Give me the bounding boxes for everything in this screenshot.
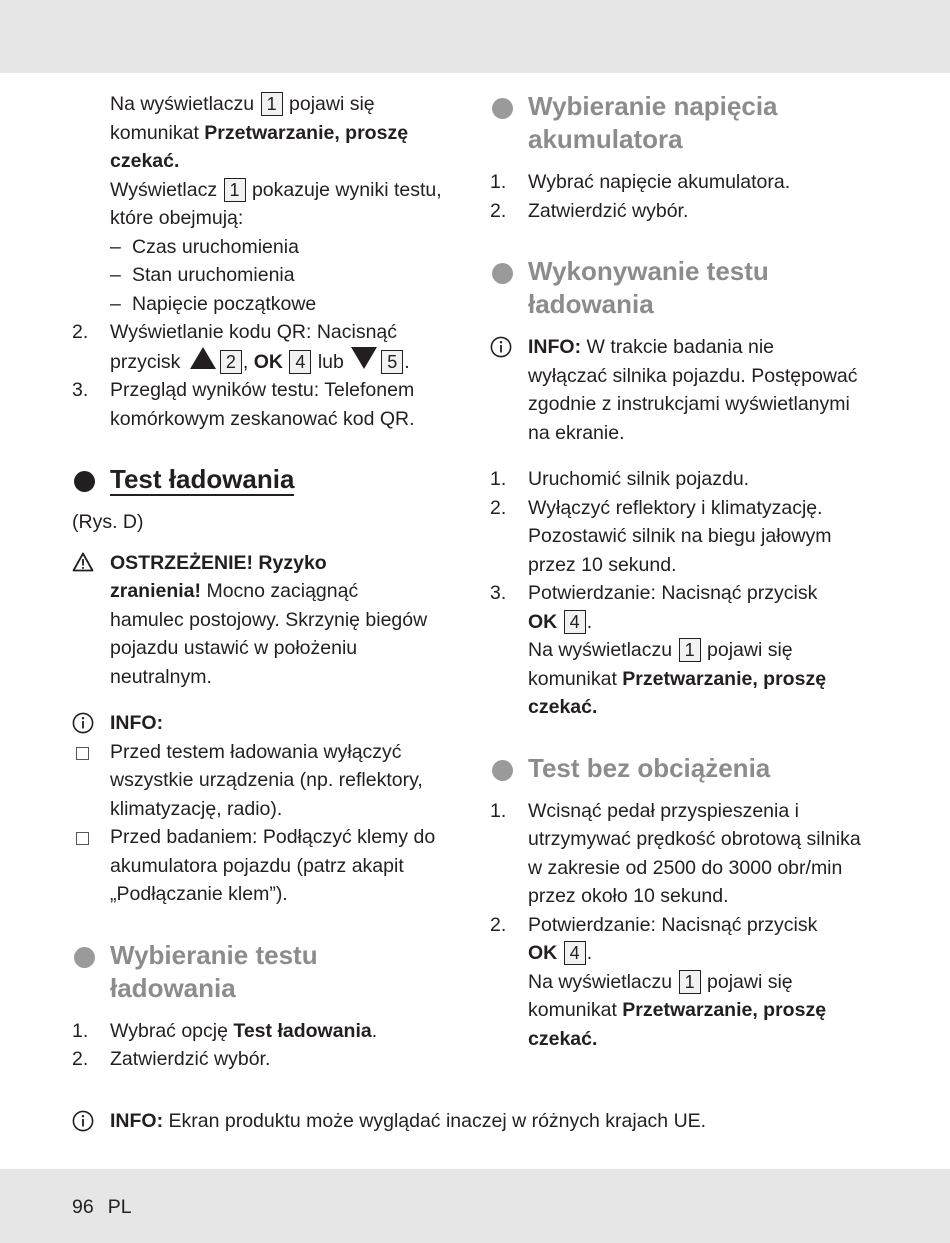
punctuation: . bbox=[586, 942, 593, 964]
info-text: zgodnie z instrukcjami wyświetlanymi bbox=[528, 393, 850, 415]
dash-item bbox=[72, 290, 464, 319]
step-item bbox=[490, 579, 890, 722]
step-text: pojawi się bbox=[707, 639, 793, 661]
warning-text: pojazdu ustawić w położeniu bbox=[110, 637, 358, 659]
display-ref-box: 1 bbox=[224, 178, 246, 202]
step-text: komunikat bbox=[528, 667, 617, 690]
checkbox-icon bbox=[76, 747, 89, 760]
step-number: 2. bbox=[72, 1048, 89, 1070]
page-footer bbox=[72, 1196, 132, 1219]
step-text: Przegląd wyników testu: Telefonem bbox=[110, 379, 415, 401]
step-text: Zatwierdzić wybór. bbox=[110, 1048, 271, 1070]
heading-text: Wybieranie napięcia bbox=[528, 91, 778, 121]
info-text: wyłączać silnika pojazdu. Postępować bbox=[528, 364, 858, 387]
checkbox-icon bbox=[76, 832, 89, 845]
step-number: 1. bbox=[490, 799, 507, 822]
step-item bbox=[490, 168, 890, 197]
step-text: Wybrać opcję bbox=[110, 1019, 228, 1042]
intro-text: komunikat bbox=[110, 121, 199, 144]
language-code: PL bbox=[107, 1196, 132, 1218]
step-number: 3. bbox=[72, 379, 89, 401]
info-icon bbox=[72, 712, 94, 740]
checklist-text: klimatyzację, radio). bbox=[110, 797, 283, 820]
info-icon bbox=[490, 336, 512, 364]
step-item bbox=[72, 318, 464, 376]
step-text: komunikat bbox=[528, 999, 617, 1021]
step-item bbox=[490, 494, 890, 580]
message-text: czekać. bbox=[528, 1027, 598, 1050]
heading-text: Wybieranie testu bbox=[110, 939, 318, 970]
step-text: Zatwierdzić wybór. bbox=[528, 199, 689, 222]
step-item bbox=[72, 1017, 464, 1046]
step-text: lub bbox=[317, 350, 344, 373]
step-item bbox=[490, 465, 890, 494]
checklist-text: wszystkie urządzenia (np. reflektory, bbox=[110, 769, 423, 791]
step-number: 2. bbox=[72, 321, 89, 343]
step-item bbox=[490, 911, 890, 1054]
left-column bbox=[72, 90, 464, 1074]
checklist-item bbox=[72, 823, 464, 909]
bullet-icon bbox=[74, 471, 95, 492]
heading-text: ładowania bbox=[528, 289, 654, 319]
intro-text: pokazuje wyniki testu, bbox=[251, 178, 442, 201]
ok-label: OK bbox=[528, 942, 558, 964]
checklist-text: „Podłączanie klem”). bbox=[110, 883, 288, 905]
step-item bbox=[490, 197, 890, 226]
heading-text: Test bez obciążenia bbox=[528, 752, 771, 783]
intro-text: które obejmują: bbox=[110, 207, 244, 229]
step-item bbox=[72, 376, 464, 433]
message-text: Przetwarzanie, proszę bbox=[622, 999, 827, 1021]
ok-label: OK bbox=[528, 610, 558, 633]
intro-paragraph bbox=[72, 90, 464, 233]
warning-block bbox=[72, 549, 464, 692]
warning-text: Mocno zaciągnąć bbox=[206, 580, 359, 602]
step-text: pojawi się bbox=[707, 970, 793, 993]
step-item bbox=[72, 1045, 464, 1074]
step-text: komórkowym zeskanować kod QR. bbox=[110, 407, 415, 430]
section-heading bbox=[490, 752, 890, 785]
ok-label: OK bbox=[253, 350, 283, 373]
step-text: utrzymywać prędkość obrotową silnika bbox=[528, 828, 861, 850]
warning-icon bbox=[72, 552, 94, 578]
step-number: 1. bbox=[490, 171, 507, 193]
intro-text: Wyświetlacz bbox=[110, 178, 218, 201]
step-text: Wybrać napięcie akumulatora. bbox=[528, 171, 791, 193]
display-ref-box: 1 bbox=[679, 638, 701, 662]
bullet-icon bbox=[492, 760, 513, 781]
checklist-text: Przed testem ładowania wyłączyć bbox=[110, 740, 402, 763]
info-label: INFO: bbox=[528, 336, 582, 358]
step-text: Wcisnąć pedał przyspieszenia i bbox=[528, 799, 799, 822]
heading-text: Test ładowania bbox=[110, 464, 295, 494]
arrow-down-icon bbox=[351, 347, 377, 369]
section-heading bbox=[72, 939, 464, 1005]
step-text: przez około 10 sekund. bbox=[528, 885, 729, 907]
display-ref-box: 1 bbox=[679, 970, 701, 994]
punctuation: . bbox=[371, 1019, 378, 1042]
step-text: Pozostawić silnik na biegu jałowym bbox=[528, 525, 832, 547]
button-ref-box: 4 bbox=[564, 941, 586, 965]
step-text: Uruchomić silnik pojazdu. bbox=[528, 468, 750, 490]
step-text: Wyświetlanie kodu QR: Nacisnąć bbox=[110, 321, 398, 343]
dash-item bbox=[72, 261, 464, 290]
info-label: INFO: bbox=[110, 1110, 164, 1132]
punctuation: . bbox=[404, 350, 410, 373]
footer-band bbox=[0, 1169, 950, 1243]
message-text: czekać. bbox=[110, 150, 180, 172]
step-number: 2. bbox=[490, 199, 507, 222]
intro-text: Na wyświetlaczu bbox=[110, 93, 255, 115]
step-number: 1. bbox=[490, 468, 507, 490]
button-ref-box: 2 bbox=[220, 350, 242, 374]
info-label: INFO: bbox=[110, 712, 164, 734]
info-text: Ekran produktu może wyglądać inaczej w różnych krajach UE. bbox=[168, 1110, 707, 1132]
heading-text: akumulatora bbox=[528, 124, 683, 154]
bottom-info bbox=[72, 1107, 930, 1136]
dash-item-text: Napięcie początkowe bbox=[132, 292, 317, 315]
checklist-text: akumulatora pojazdu (patrz akapit bbox=[110, 854, 404, 877]
heading-text: ładowania bbox=[110, 972, 236, 1003]
button-ref-box: 5 bbox=[381, 350, 403, 374]
checklist-item bbox=[72, 738, 464, 824]
dash-marker: – bbox=[110, 292, 121, 315]
info-text: W trakcie badania nie bbox=[586, 336, 775, 358]
info-icon bbox=[72, 1110, 94, 1138]
dash-marker: – bbox=[110, 235, 121, 258]
warning-title: zranienia! bbox=[110, 580, 202, 602]
dash-item-text: Stan uruchomienia bbox=[132, 264, 295, 286]
punctuation: . bbox=[586, 610, 593, 633]
step-item bbox=[490, 797, 890, 911]
step-number: 2. bbox=[490, 496, 507, 519]
step-number: 2. bbox=[490, 913, 507, 936]
message-text: Przetwarzanie, proszę bbox=[622, 667, 827, 690]
arrow-up-icon bbox=[190, 347, 216, 369]
section-heading bbox=[490, 90, 890, 156]
message-text: Przetwarzanie, proszę bbox=[204, 121, 409, 144]
warning-title: OSTRZEŻENIE! Ryzyko bbox=[110, 551, 327, 574]
step-text: Potwierdzanie: Nacisnąć przycisk bbox=[528, 913, 818, 936]
step-text: Na wyświetlaczu bbox=[528, 639, 673, 661]
dash-item bbox=[72, 233, 464, 262]
step-text: w zakresie od 2500 do 3000 obr/min bbox=[528, 856, 843, 879]
warning-text: hamulec postojowy. Skrzynię biegów bbox=[110, 608, 428, 631]
step-text: Wyłączyć reflektory i klimatyzację. bbox=[528, 496, 823, 519]
page-number: 96 bbox=[72, 1196, 94, 1218]
message-text: czekać. bbox=[528, 696, 598, 718]
section-heading bbox=[72, 463, 464, 496]
step-text: przez 10 sekund. bbox=[528, 553, 677, 576]
intro-text: pojawi się bbox=[289, 93, 375, 115]
section-heading bbox=[490, 255, 890, 321]
heading-text: Wykonywanie testu bbox=[528, 256, 769, 286]
bullet-icon bbox=[492, 263, 513, 284]
bullet-icon bbox=[492, 98, 513, 119]
bullet-icon bbox=[74, 947, 95, 968]
right-column bbox=[490, 90, 890, 1053]
step-text: Na wyświetlaczu bbox=[528, 970, 673, 993]
dash-item-text: Czas uruchomienia bbox=[132, 235, 299, 258]
option-name: Test ładowania bbox=[233, 1019, 372, 1042]
step-text: przycisk bbox=[110, 350, 181, 373]
info-block bbox=[72, 709, 464, 738]
button-ref-box: 4 bbox=[289, 350, 311, 374]
header-band bbox=[0, 0, 950, 73]
checklist-text: Przed badaniem: Podłączyć klemy do bbox=[110, 826, 436, 848]
figure-reference: (Rys. D) bbox=[72, 511, 144, 533]
step-number: 1. bbox=[72, 1019, 89, 1042]
punctuation: , bbox=[242, 350, 249, 373]
button-ref-box: 4 bbox=[564, 610, 586, 634]
info-block bbox=[490, 333, 890, 447]
step-text: Potwierdzanie: Nacisnąć przycisk bbox=[528, 582, 818, 604]
dash-marker: – bbox=[110, 264, 121, 286]
info-text: na ekranie. bbox=[528, 421, 625, 444]
warning-text: neutralnym. bbox=[110, 665, 212, 688]
display-ref-box: 1 bbox=[261, 92, 283, 116]
step-number: 3. bbox=[490, 582, 507, 604]
